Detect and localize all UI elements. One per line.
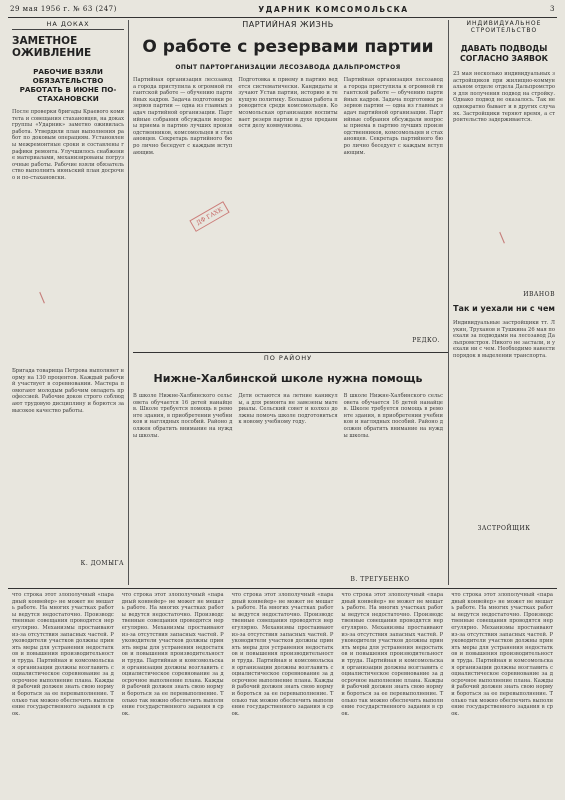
left-signature: К. ДОМЫГА [80, 560, 124, 567]
column-divider-left [128, 20, 129, 585]
bottom-body-col2: что строка этот злополучный «парадный конвейер» не может не мешать работе. На многих участках работы ведутся недостаточно. Производственные совещания проводятся нерегулярно. Механизмы простаивают из-за отсутствия запасных частей. Руководители участков должны принять меры для устранения недостатков и повышения производительности труда. Партийная и комсомольская организации должны возглавить социалистическое соревнование за досрочное выполнение плана. Каждый рабочий должен знать свою норму и бороться за ее перевыполнение. Только так можно обеспечить выполнение государственного задания в срок. [121, 592, 224, 717]
left-article [12, 20, 124, 585]
right-body: 23 мая несколько индивидуальных застройщиков при жилищно-коммунальном отделе отдела Дальпромстроя для получения подвод на стройку. Однако подвод не оказалось. Так неоднократно бывает и в других случаях. Застройщики теряют время, а строительство задерживается. [453, 71, 555, 124]
bottom-body-col5: что строка этот злополучный «парадный конвейер» не может не мешать работе. На многих участках работы ведутся недостаточно. Производственные совещания проводятся нерегулярно. Механизмы простаивают из-за отсутствия запасных частей. Руководители участков должны принять меры для устранения недостатков и повышения производительности труда. Партийная и комсомольская организации должны возглавить социалистическое соревнование за досрочное выполнение плана. Каждый рабочий должен знать свою норму и бороться за ее перевыполнение. Только так можно обеспечить выполнение государственного задания в срок. [451, 592, 553, 717]
bottom-body-col3: что строка этот злополучный «парадный конвейер» не может не мешать работе. На многих участках работы ведутся недостаточно. Производственные совещания проводятся нерегулярно. Механизмы простаивают из-за отсутствия запасных частей. Руководители участков должны принять меры для устранения недостатков и повышения производительности труда. Партийная и комсомольская организации должны возглавить социалистическое соревнование за досрочное выполнение плана. Каждый рабочий должен знать свою норму и бороться за ее перевыполнение. Только так можно обеспечить выполнение государственного задания в срок. [231, 592, 334, 717]
pencil-mark: / [495, 230, 510, 246]
masthead-rule [8, 17, 557, 18]
right-body-2: Индивидуальные застройщики тт. Лукин, Труханов и Тушкина 26 мая поехали за подводами на лесозавод Дальпромстроя. Никого не застали, и уехали ни с чем. Необходимо навести порядок в выделении транспорта. [453, 320, 555, 359]
headline-left: ЗАМЕТНОЕ ОЖИВЛЕНИЕ [12, 35, 92, 59]
subheadline-left: РАБОЧИЕ ВЗЯЛИ ОБЯЗАТЕЛЬСТВО РАБОТАТЬ В ИЮНЕ ПО-СТАХАНОВСКИ [19, 67, 117, 103]
bottom-body-col1: что строка этот злополучный «парадный конвейер» не может не мешать работе. На многих участках работы ведутся недостаточно. Производственные совещания проводятся нерегулярно. Механизмы простаивают из-за отсутствия запасных частей. Руководители участков должны принять меры для устранения недостатков и повышения производительности труда. Партийная и комсомольская организации должны возглавить социалистическое соревнование за досрочное выполнение плана. Каждый рабочий должен знать свою норму и бороться за ее перевыполнение. Только так можно обеспечить выполнение государственного задания в срок. [12, 592, 114, 717]
left-body-2: Бригада товарища Петрова выполняет норму на 130 процентов. Каждый рабочий участвует в соревновании. Мастера помогают молодым рабочим овладеть профессией. Рабочие доков строго соблюдают трудовую дисциплину и борются за высокое качество работы. [12, 368, 124, 414]
party-body-col3: Партийная организация лесозавода города приступила к огромной гигантской работе — обучению партийных кадров. Задача подготовки резервов партии — одна из главных задач партийной организации. Партийные собрания обсуждали вопросы приема в партию лучших производственников, комсомольцев и стахановцев. Секретарь партийного бюро лично беседует с каждым вступающим. [343, 77, 443, 156]
party-body-col1: Партийная организация лесозавода города приступила к огромной гигантской работе — обучению партийных кадров. Задача подготовки резервов партии — одна из главных задач партийной организации. Партийные собрания обсуждали вопросы приема в партию лучших производственников, комсомольцев и стахановцев. Секретарь партийного бюро лично беседует с каждым вступающим. [133, 77, 233, 156]
column-divider-right [448, 20, 449, 585]
rubric-individual: ИНДИВИДУАЛЬНОЕ СТРОИТЕЛЬСТВО [466, 20, 542, 34]
masthead [10, 2, 555, 16]
right-signature: ИВАНОВ [523, 291, 555, 298]
school-body-col2: Дети остаются на летние каникулы, а для ремонта не завезены материалы. Сельский совет и колхоз должны помочь школе подготовиться к новому учебному году. [238, 393, 338, 426]
archive-stamp: ДФ ГАХК [189, 201, 229, 232]
section-rule [133, 352, 448, 353]
school-body-col1: В школе Нижне-Халбинского сельсовета обучается 16 детей нанайцев. Школе требуется помощь в ремонте здания, в приобретении учебников и наглядных пособий. Районо должен обратить внимание на нужды школы. [133, 393, 233, 439]
newspaper-name: УДАРНИК КОМСОМОЛЬСКА [258, 4, 409, 14]
bottom-body-col4: что строка этот злополучный «парадный конвейер» не может не мешать работе. На многих участках работы ведутся недостаточно. Производственные совещания проводятся нерегулярно. Механизмы простаивают из-за отсутствия запасных частей. Руководители участков должны принять меры для устранения недостатков и повышения производительности труда. Партийная и комсомольская организации должны возглавить социалистическое соревнование за досрочное выполнение плана. Каждый рабочий должен знать свою норму и бороться за ее перевыполнение. Только так можно обеспечить выполнение государственного задания в срок. [341, 592, 444, 717]
subtitle-experience: ОПЫТ ПАРТОРГАНИЗАЦИИ ЛЕСОЗАВОДА ДАЛЬПРОМСТРОЯ [175, 64, 401, 71]
party-life-article [133, 20, 443, 350]
headline-left-with-nothing: Так и уехали ни с чем [453, 304, 555, 313]
headline-carts: ДАВАТЬ ПОДВОДЫ СОГЛАСНО ЗАЯВОК [460, 44, 548, 63]
headline-reserves: О работе с резервами партии [142, 37, 434, 57]
school-article [133, 354, 443, 584]
rubric-party-life: ПАРТИЙНАЯ ЖИЗНЬ [242, 20, 334, 29]
rubric-on-docks: НА ДОКАХ [12, 20, 124, 30]
school-body-col3: В школе Нижне-Халбинского сельсовета обучается 16 детей нанайцев. Школе требуется помощь в ремонте здания, в приобретении учебников и наглядных пособий. Районо должен обратить внимание на нужды школы. [343, 393, 443, 439]
issue-date: 29 мая 1956 г. № 63 (247) [10, 5, 117, 13]
right-article [453, 20, 555, 585]
school-signature: В. ТРЕГУБЕНКО [350, 576, 410, 583]
right-signature-2: ЗАСТРОЙЩИК [477, 525, 531, 532]
headline-school: Нижне-Халбинской школе нужна помощь [153, 372, 423, 385]
rubric-district: ПО РАЙОНУ [263, 354, 313, 362]
bottom-rule [8, 588, 557, 589]
bottom-article [12, 592, 553, 790]
left-body: После проверки бригады Краевого комитета и совещания стахановцев, на доках группы «Ударник» заметно оживилась работа. Утвердили план выполнения работ по доковым операциям. Установлены межремонтные сроки и составлены графики ремонта. Улучшилось снабжение материалами, механизированы погрузочные работы. Рабочие взяли обязательство выполнить июньский план досрочно и по-стахановски. [12, 109, 124, 181]
page-number: 3 [550, 5, 555, 13]
party-body-col2: Подготовка к приему в партию ведется систематически. Кандидаты изучают Устав партии, историю и текущую политику. Большая работа проводится среди комсомольцев. Комсомольская организация воспитывает резерв партии в духе преданности делу коммунизма. [238, 77, 338, 130]
pencil-mark: / [35, 290, 50, 306]
party-signature: РЕДКО. [412, 337, 440, 344]
